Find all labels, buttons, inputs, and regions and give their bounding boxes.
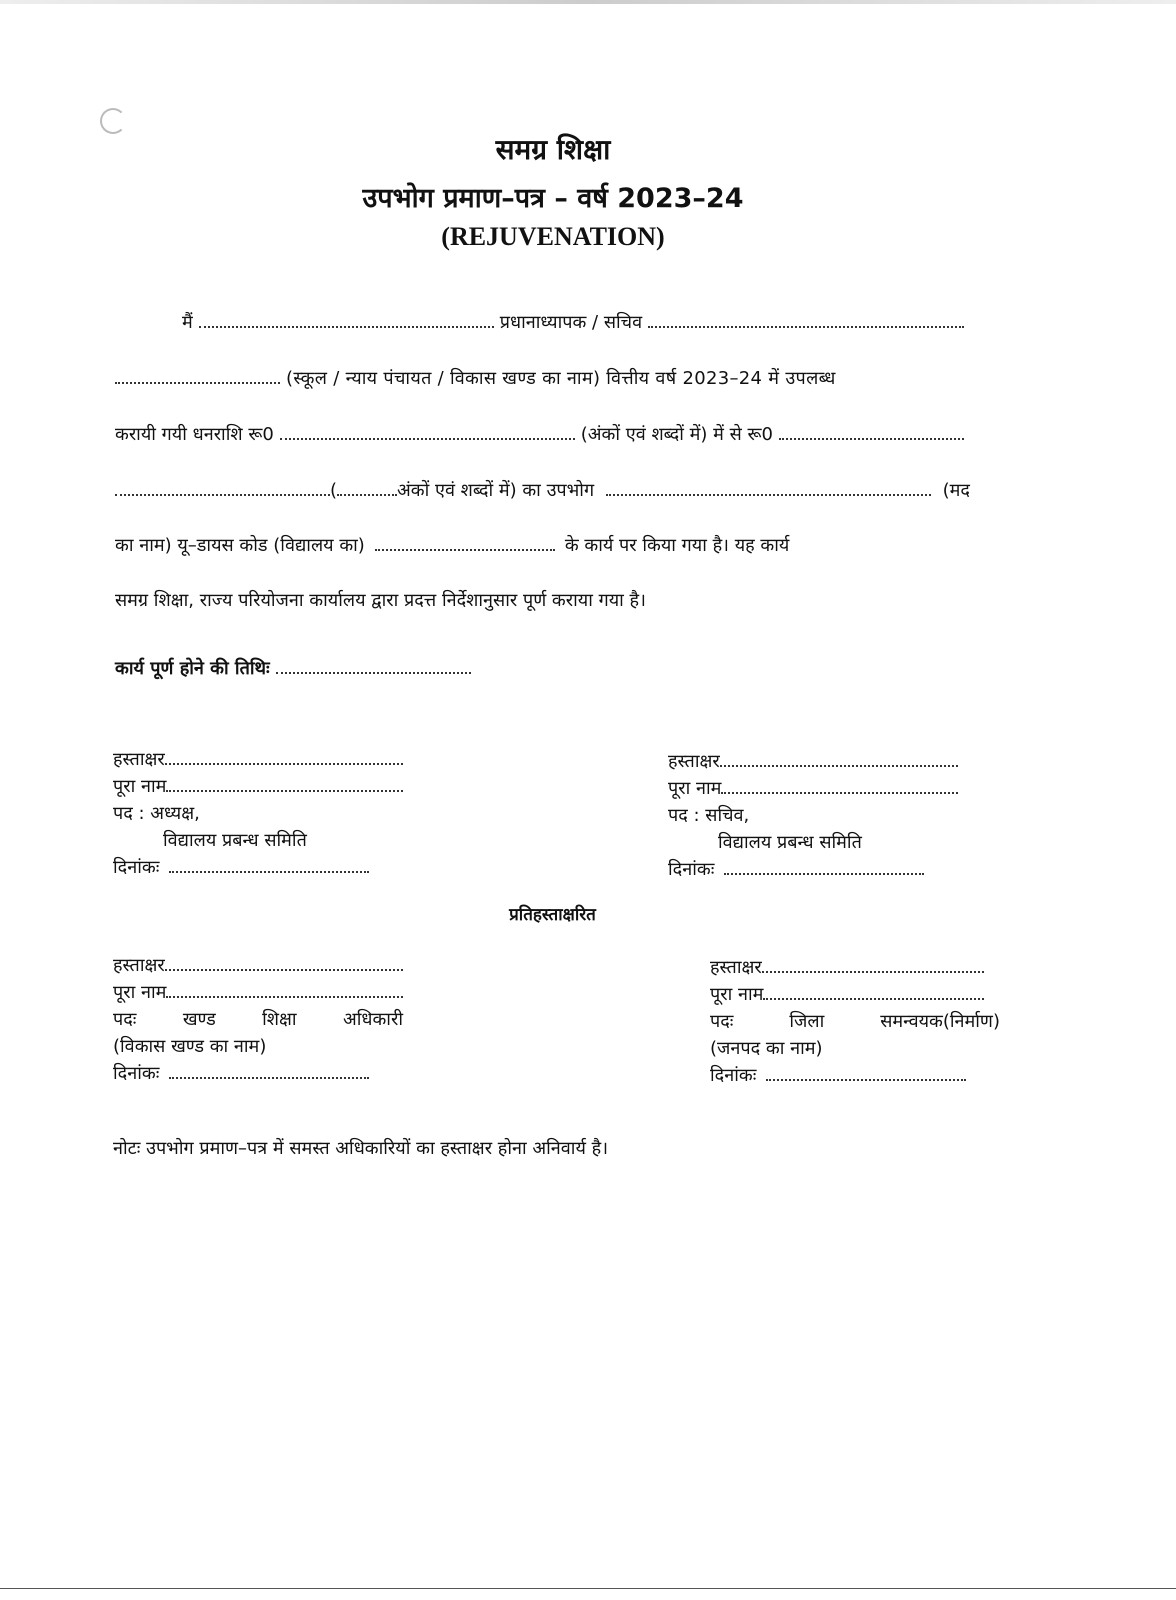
label: हस्ताक्षर [113,955,165,976]
date-field[interactable] [169,1076,369,1079]
signature-block-block-education-officer [113,952,403,1087]
scan-edge [0,0,1176,4]
date-field[interactable] [169,870,369,873]
designation-field[interactable] [648,325,964,328]
label: जिला [789,1011,825,1032]
full-name-field[interactable] [166,995,403,998]
text: मैं [182,312,193,333]
body-line-3 [115,422,970,446]
label: हस्ताक्षर [710,957,762,978]
body-line-6 [115,588,970,612]
amount-used-cont-field[interactable] [115,493,330,496]
full-name-field[interactable] [763,997,984,1000]
signature-field[interactable] [165,762,403,765]
title-scheme: समग्र शिक्षा [495,133,611,166]
completion-date-field[interactable] [276,671,471,674]
body-line-2 [115,366,970,390]
signature-field[interactable] [762,970,984,973]
head-name-field[interactable] [606,493,931,496]
label: पूरा नाम [113,982,167,1003]
school-name-field[interactable] [115,381,280,384]
text: समग्र शिक्षा, राज्य परियोजना कार्यालय द्वारा प्रदत्त निर्देशानुसार पूर्ण कराया गया है। [115,590,646,611]
text: (स्कूल / न्याय पंचायत / विकास खण्ड का नाम) वित्तीय वर्ष 2023–24 में उपलब्ध [286,368,836,389]
label: समन्वयक(निर्माण) [880,1011,1000,1032]
text: (मद [942,480,970,501]
body-line-5 [115,533,970,557]
body-line-4 [115,478,970,502]
note: नोटः उपभोग प्रमाण–पत्र में समस्त अधिकारियों का हस्ताक्षर होना अनिवार्य है। [113,1138,609,1159]
label: पूरा नाम [668,778,722,799]
countersigned-heading: प्रतिहस्ताक्षरित [509,905,596,925]
label: पदः [113,1009,137,1030]
label: (विकास खण्ड का नाम) [113,1036,267,1057]
label: दिनांकः [668,859,715,880]
label: पदः [710,1011,734,1032]
text: का नाम) यू–डायस कोड (विद्यालय का) [115,535,365,556]
label: विद्यालय प्रबन्ध समिति [163,830,307,851]
label: पद : सचिव, [668,805,750,826]
udise-code-field[interactable] [375,548,555,551]
signature-block-secretary [668,748,958,883]
label: अधिकारी [342,1009,403,1030]
label: पद : अध्यक्ष, [113,803,200,824]
page-edge-line [0,1588,1176,1589]
full-name-field[interactable] [166,789,403,792]
text: ( [330,480,338,501]
signature-block-president [113,746,403,881]
amount-received-field[interactable] [280,437,575,440]
label: पूरा नाम [113,776,167,797]
label: दिनांकः [113,1063,160,1084]
text: अंकों एवं शब्दों में) का उपभोग [397,480,595,501]
body-line-1 [115,310,970,334]
title-subtitle: (REJUVENATION) [441,222,665,251]
text: करायी गयी धनराशि रू0 [115,424,274,445]
signature-field[interactable] [165,968,403,971]
amount-used-field[interactable] [779,437,964,440]
label: दिनांकः [113,857,160,878]
amount-words-field[interactable] [337,493,397,496]
title-certificate: उपभोग प्रमाण–पत्र – वर्ष 2023–24 [362,183,744,214]
text: प्रधानाध्यापक / सचिव [499,312,643,333]
date-field[interactable] [766,1078,966,1081]
signature-block-district-coordinator [710,954,1000,1089]
full-name-field[interactable] [721,791,958,794]
text: (अंकों एवं शब्दों में) में से रू0 [580,424,773,445]
label: हस्ताक्षर [113,749,165,770]
date-field[interactable] [724,872,924,875]
completion-date-row [115,656,970,680]
label: (जनपद का नाम) [710,1038,823,1059]
signature-field[interactable] [720,764,958,767]
label: शिक्षा [262,1009,297,1030]
label: पूरा नाम [710,984,764,1005]
label: विद्यालय प्रबन्ध समिति [718,832,862,853]
label: हस्ताक्षर [668,751,720,772]
name-field[interactable] [199,325,494,328]
label: खण्ड [182,1009,216,1030]
text: के कार्य पर किया गया है। यह कार्य [564,535,790,556]
completion-date-label: कार्य पूर्ण होने की तिथिः [115,658,270,679]
label: दिनांकः [710,1065,757,1086]
